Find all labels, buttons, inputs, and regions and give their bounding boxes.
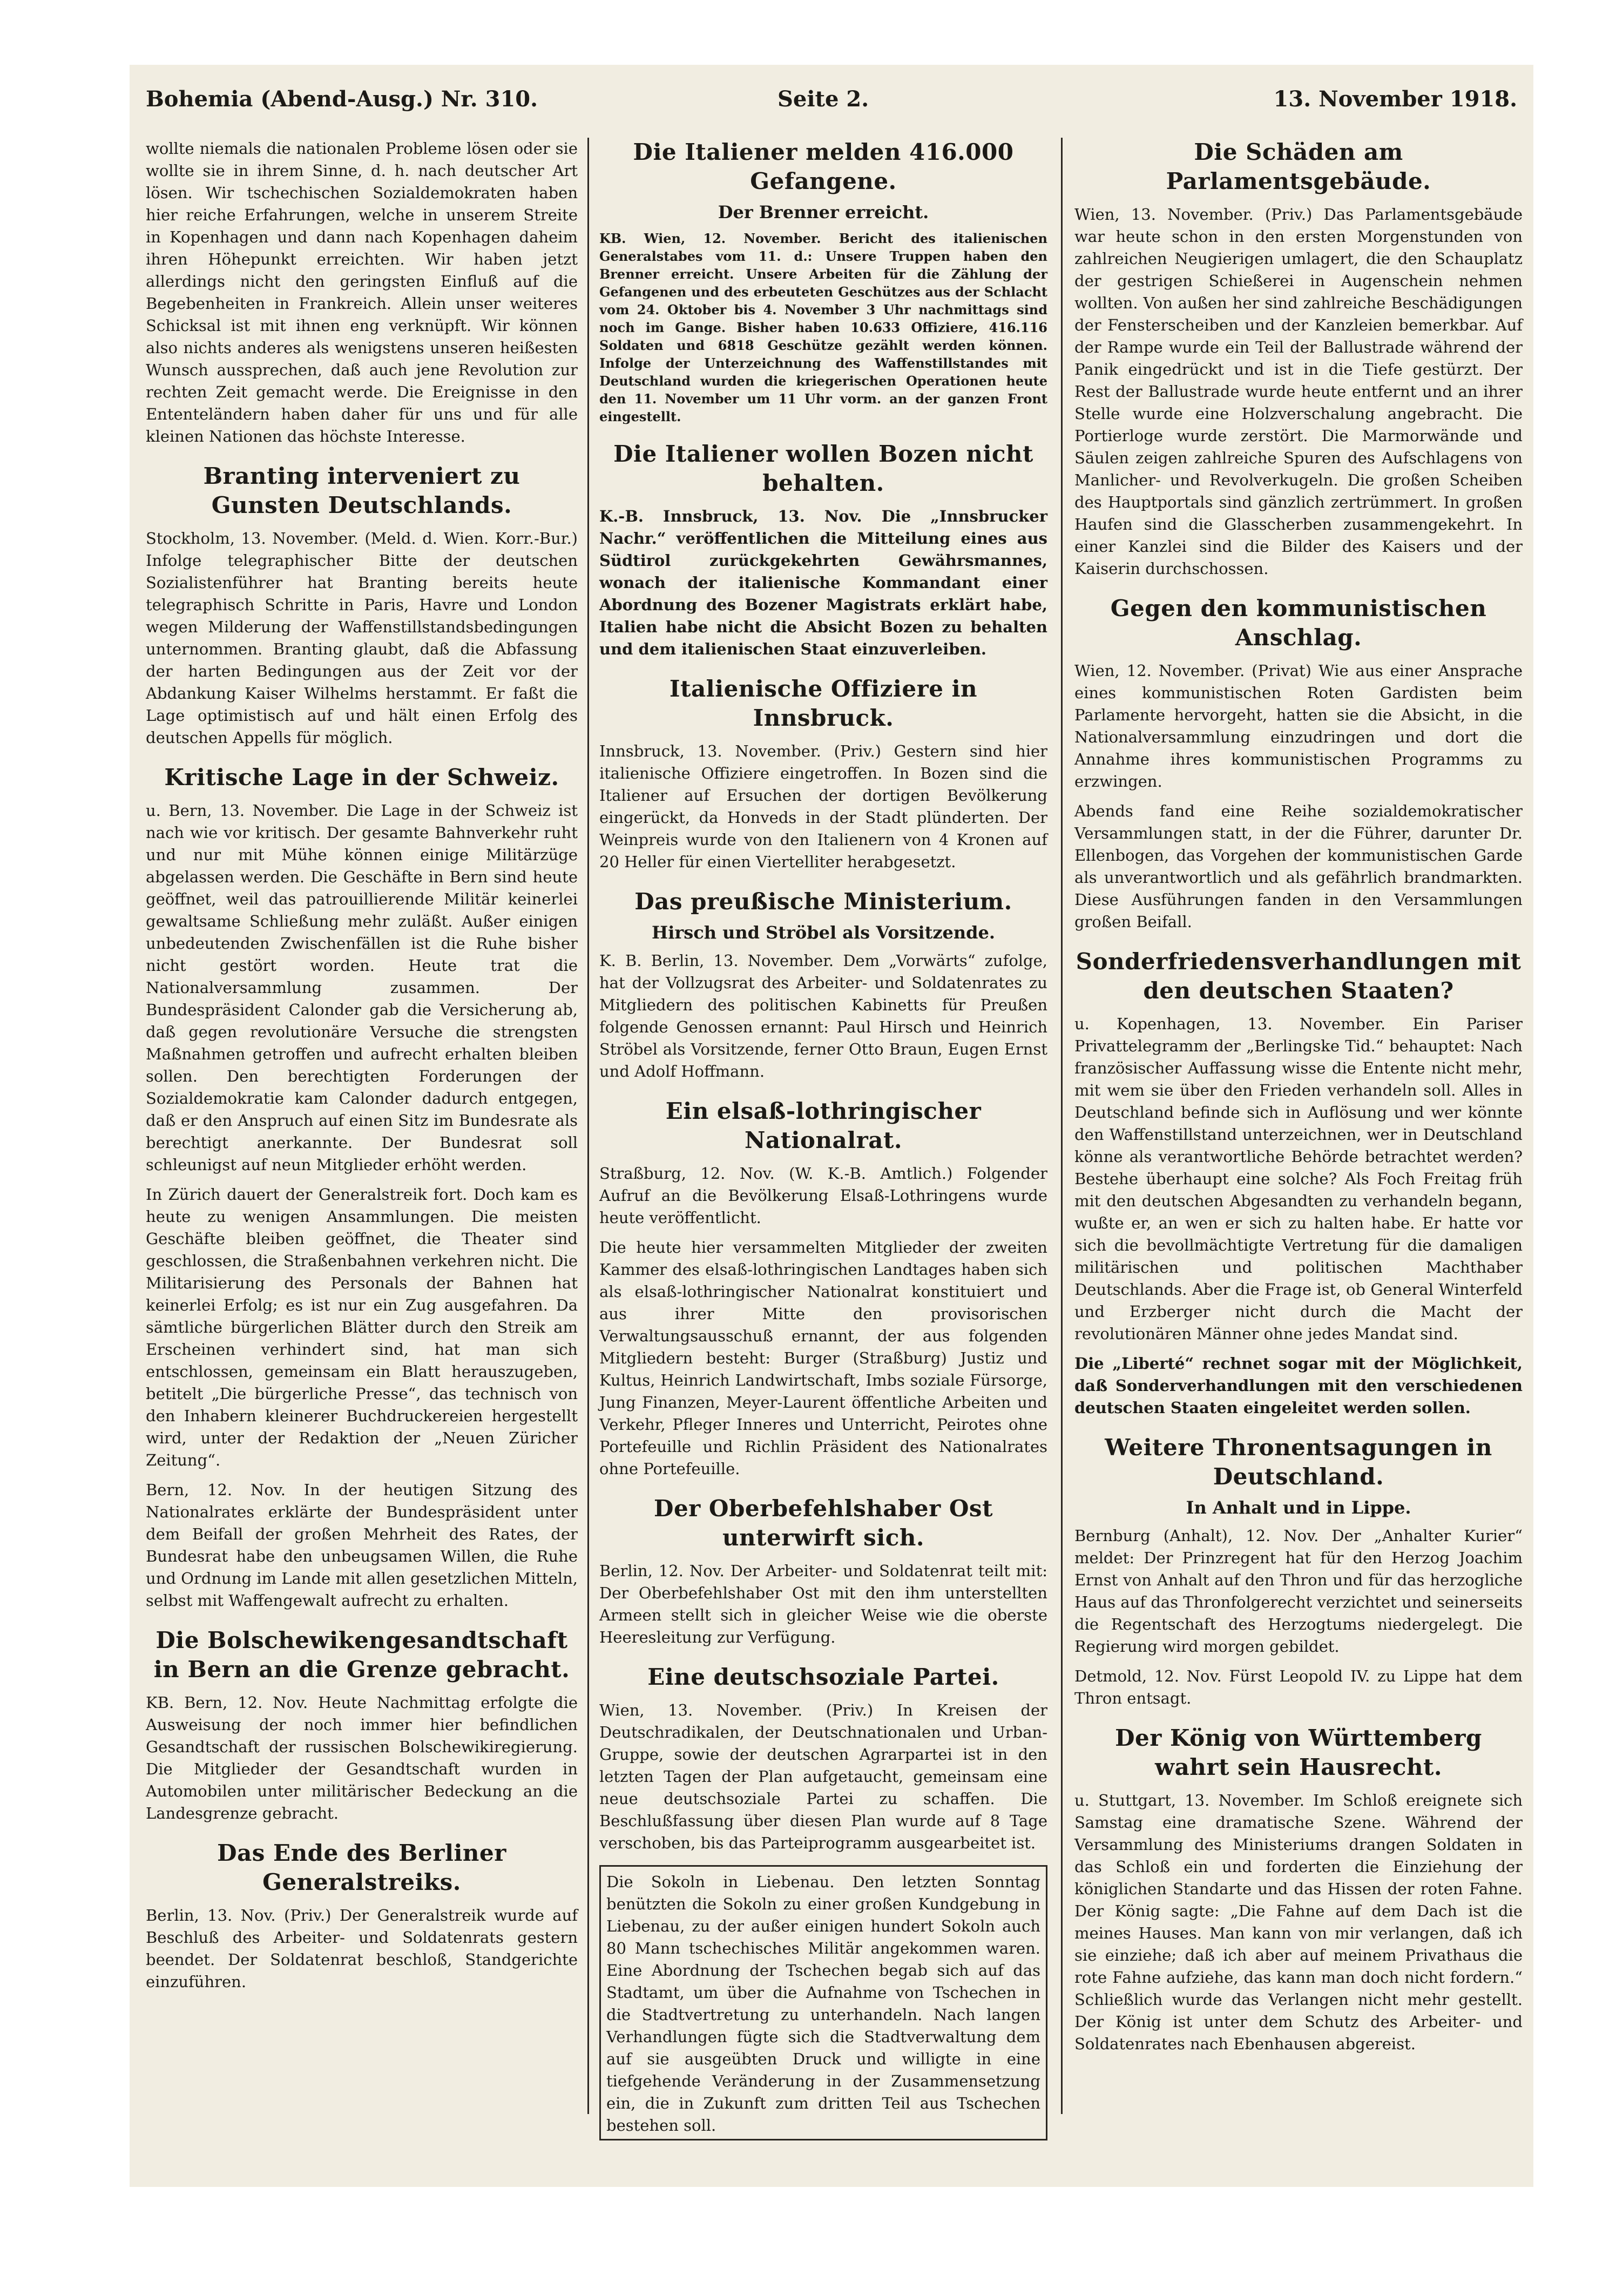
- headline-bozen: Die Italiener wollen Bozen nicht behalten.: [613, 441, 1033, 496]
- subheadline-anhalt-lippe: In Anhalt und in Lippe.: [1186, 1497, 1411, 1518]
- article-preussisches-ministerium: K. B. Berlin, 13. November. Dem „Vorwärts“ zufolge, hat der Vollzugsrat des Arbeiter- und Soldatenrates zu Mitgliedern des politischen Kabinetts für Preußen folgende Genossen ernannt: Paul Hirsch und Heinrich Ströbel als Vorsitzende, ferner Otto Braun, Eugen Ernst und Adolf Hoffmann.: [599, 951, 1047, 1081]
- article-thronentsagungen-2: Detmold, 12. Nov. Fürst Leopold IV. zu Lippe hat dem Thron entsagt.: [1074, 1667, 1523, 1707]
- article-anschlag-2: Abends fand eine Reihe sozialdemokratischer Versammlungen statt, in der die Führer, darunter Dr. Ellenbogen, das Vorgehen der kommunistischen Garde als unverantwortlich und als gefährlich brandmarkten. Diese Ausführungen fanden in den Versammlungen großen Beifall.: [1074, 802, 1523, 931]
- article-deutschsoziale-partei: Wien, 13. November. (Priv.) In Kreisen der Deutschradikalen, der Deutschnationalen und Urban-Gruppe, sowie der deutschen Agrarpartei ist in den letzten Tagen der Plan aufgetaucht, gemeinsam eine neue deutschsoziale Partei zu schaffen. Die Beschlußfassung über diesen Plan wurde auf 8 Tage verschoben, bis das Parteiprogramm ausgearbeitet ist.: [599, 1701, 1047, 1852]
- article-bozen: K.-B. Innsbruck, 13. Nov. Die „Innsbrucker Nachr.“ veröffentlichen die Mitteilung eines aus Südtirol zurückgekehrten Gewährsmannes, wonach der italienische Kommandant einer Abordnung des Bozener Magistrats erklärt habe, Italien habe nicht die Absicht Bozen zu behalten und dem italienischen Staat einzuverleiben.: [599, 507, 1047, 658]
- page-header: [146, 86, 1517, 124]
- headline-offiziere-innsbruck: Italienische Offiziere in Innsbruck.: [669, 676, 978, 731]
- article-elsass-1: Straßburg, 12. Nov. (W. K.-B. Amtlich.) Folgender Aufruf an die Bevölkerung Elsaß-Lothringens wurde heute veröffentlicht.: [599, 1164, 1047, 1227]
- article-elsass-2: Die heute hier versammelten Mitglieder der zweiten Kammer des elsaß-lothringischen Landtages haben sich als elsaß-lothringischer Nationalrat konstituiert und aus ihrer Mitte den provisorischen Verwaltungsausschuß ernannt, der aus folgenden Mitgliedern besteht: Burger (Straßburg) Justiz und Kultus, Heinrich Landwirtschaft, Imbs soziale Fürsorge, Jung Finanzen, Meyer-Laurent öffentliche Arbeiten und Verkehr, Pfleger Inneres und Unterricht, Peirotes ohne Portefeuille und Richlin Präsident des Nationalrates ohne Portefeuille.: [599, 1238, 1047, 1478]
- article-anschlag-1: Wien, 12. November. (Privat) Wie aus einer Ansprache eines kommunistischen Roten Gardisten beim Parlamente hervorgeht, hatten sie die Absicht, in die Nationalversammlung einzudringen und dort die Annahme ihres kommunistischen Programms zu erzwingen.: [1074, 661, 1523, 791]
- headline-branting: Branting interveniert zu Gunsten Deutschlands.: [203, 463, 520, 518]
- boxed-notice-sokoln: [599, 1865, 1047, 2140]
- column-rule-right: [1061, 138, 1063, 2114]
- subheadline-ministerium: Hirsch und Ströbel als Vorsitzende.: [651, 922, 996, 943]
- article-sokoln: Die Sokoln in Liebenau. Den letzten Sonntag benützten die Sokoln zu einer großen Kundgebung in Liebenau, zu der außer einigen hundert Sokoln auch 80 Mann tschechisches Militär angekommen waren. Eine Abordnung der Tschechen begab sich auf das Stadtamt, um über die Aufnahme von Tschechen in die Stadtvertretung zu unterhandeln. Nach langen Verhandlungen fügte sich die Stadtverwaltung dem auf sie ausgeübten Druck und willigte in eine tiefgehende Veränderung in der Zusammensetzung ein, die in Zukunft zum dritten Teil aus Tschechen bestehen soll.: [606, 1873, 1040, 2135]
- headline-schweiz: Kritische Lage in der Schweiz.: [164, 764, 559, 791]
- headline-bolschewiki: Die Bolschewikengesandtschaft in Bern an die Grenze gebracht.: [153, 1627, 570, 1683]
- article-sonderfrieden-1: u. Kopenhagen, 13. November. Ein Pariser Privattelegramm der „Berlingske Tid.“ behauptet: Nach französischer Auffassung wisse die Entente nicht mehr, mit wem sie über den Frieden verhandeln soll. Alles in Deutschland befinde sich in Auflösung und wer könnte den Waffenstillstand unterzeichnen, wer in Deutschland könne als verantwortliche Behörde betrachtet werden? Bestehe überhaupt eine solche? Als Foch Freitag früh mit den deutschen Abgesandten zu verhandeln begann, wußte er, an wen er sich zu halten habe. Er hatte vor sich die bevollmächtigte Vertretung für die damaligen militärischen und politischen Machthaber Deutschlands. Aber die Frage ist, ob General Winterfeld und Erzberger nicht durch die Macht der revolutionären Männer ohne jedes Mandat sind.: [1074, 1015, 1523, 1343]
- headline-berlin-generalstreik: Das Ende des Berliner Generalstreiks.: [217, 1840, 506, 1895]
- article-continuation: wollte niemals die nationalen Probleme lösen oder sie wollte sie in ihrem Sinne, d. h. nach deutscher Art lösen. Wir tschechischen Sozialdemokraten haben hier reiche Erfahrungen, welche in unserem Streite in Kopenhagen und dann nach Kopenhagen daheim ihren Höhepunkt erreichten. Wir haben jetzt allerdings nicht den geringsten Einfluß auf die Begebenheiten in Frankreich. Allein unser weiteres Schicksal ist mit ihnen eng verknüpft. Wir können also nichts anderes als wenigstens unseren heißesten Wunsch aussprechen, daß auch jene Revolution zur rechten Zeit gemacht werde. Die Ereignisse in den Ententeländern haben daher für uns und für alle kleinen Nationen das höchste Interesse.: [146, 139, 578, 445]
- article-wuerttemberg: u. Stuttgart, 13. November. Im Schloß ereignete sich Samstag eine dramatische Szene. Während der Versammlung des Ministeriums drangen Soldaten in das Schloß ein und forderten die Einziehung der königlichen Standarte und das Hissen der roten Fahne. Der König sagte: „Die Fahne auf dem Dach ist die meines Hauses. Man kann von mir verlangen, daß ich sie einziehe; daß ich aber auf meinem Privathaus die rote Fahne aufziehe, das kann man doch nicht fordern.“ Schließlich wurde das Verlangen nicht mehr gestellt. Der König ist unter dem Schutz des Arbeiter- und Soldatenrates nach Ebenhausen abgereist.: [1074, 1791, 1523, 2053]
- headline-kommunistischer-anschlag: Gegen den kommunistischen Anschlag.: [1110, 595, 1487, 651]
- article-berlin-generalstreik: Berlin, 13. Nov. (Priv.) Der Generalstreik wurde auf Beschluß des Arbeiter- und Soldatenrats gestern beendet. Der Soldatenrat beschloß, Standgerichte einzuführen.: [146, 1906, 578, 1991]
- article-italiener-gefangene: KB. Wien, 12. November. Bericht des italienischen Generalstabes vom 11. d.: Unsere Truppen haben den Brenner erreicht. Unsere Arbeiten für die Zählung der Gefangenen und des erbeuteten Geschützes aus der Schlacht vom 24. Oktober bis 4. November 3 Uhr nachmittags sind noch im Gange. Bisher haben 10.633 Offiziere, 416.116 Soldaten und 6818 Geschütze gezählt werden können. Infolge der Unterzeichnung des Waffenstillstandes mit Deutschland wurden die kriegerischen Operationen heute den 11. November um 11 Uhr vorm. an der ganzen Front eingestellt.: [599, 231, 1047, 424]
- headline-oberbefehlshaber: Der Oberbefehlshaber Ost unterwirft sich.: [654, 1495, 993, 1551]
- subheadline-brenner: Der Brenner erreicht.: [718, 202, 929, 222]
- headline-italiener-gefangene: Die Italiener melden 416.000 Gefangene.: [633, 139, 1014, 194]
- column-middle: [599, 138, 1047, 2135]
- header-page-number: Seite 2.: [777, 86, 869, 112]
- headline-preussisches-ministerium: Das preußische Ministerium.: [634, 888, 1012, 915]
- column-left: [146, 138, 578, 2114]
- headline-sonderfrieden: Sonderfriedensverhandlungen mit den deutschen Staaten?: [1076, 948, 1522, 1004]
- article-schweiz-2: In Zürich dauert der Generalstreik fort. Doch kam es heute zu wenigen Ansammlungen. Die meisten Geschäfte bleiben geöffnet, die Theater sind geschlossen, die Straßenbahnen verkehren nicht. Die Militarisierung des Personals der Bahnen hat keinerlei Erfolg; es ist nur ein Zug ausgefahren. Da sämtliche bürgerlichen Blätter durch den Streik am Erscheinen verhindert sind, hat man sich entschlossen, gemeinsam ein Blatt herauszugeben, betitelt „Die bürgerliche Presse“, das technisch von den Inhabern kleinerer Buchdruckereien hergestellt wird, unter der Redaktion der „Neuen Züricher Zeitung“.: [146, 1185, 578, 1469]
- headline-wuerttemberg: Der König von Württemberg wahrt sein Hausrecht.: [1115, 1725, 1482, 1780]
- article-thronentsagungen-1: Bernburg (Anhalt), 12. Nov. Der „Anhalter Kurier“ meldet: Der Prinzregent hat für den Herzog Joachim Ernst von Anhalt auf den Thron und für das herzogliche Haus auf das Thronfolgerecht verzichtet und seinerseits die Regentschaft des Herzogtums niedergelegt. Die Regierung wird morgen gebildet.: [1074, 1527, 1523, 1656]
- header-date: 13. November 1918.: [1273, 86, 1517, 112]
- article-parlamentsgebaeude: Wien, 13. November. (Priv.) Das Parlamentsgebäude war heute schon in den ersten Morgenstunden von zahlreichen Neugierigen umlagert, die den Schauplatz der gestrigen Schießerei in Augenschein nehmen wollten. Von außen her sind zahlreiche Beschädigungen der Fensterscheiben und der Kanzleien bemerkbar. Auf der Rampe wurde ein Teil der Ballustrade während der Panik eingedrückt und ist in die Tiefe gestürzt. Der Rest der Ballustrade wurde heute entfernt und an ihrer Stelle wurde eine Holzverschalung angebracht. Die Portierloge wurde zerstört. Die Marmorwände und Säulen zeigen zahlreiche Spuren des Aufschlagens von Manlicher- und Revolverkugeln. Die großen Scheiben des Hauptportals sind gänzlich zertrümmert. In großen Haufen sind die Glasscherben zusammengekehrt. In einer Kanzlei sind die Bilder des Kaisers und der Kaiserin durchschossen.: [1074, 205, 1523, 578]
- article-schweiz-3: Bern, 12. Nov. In der heutigen Sitzung des Nationalrates erklärte der Bundespräsident unter dem Beifall der großen Mehrheit des Rates, der Bundesrat habe den unbeugsamen Willen, die Ruhe und Ordnung im Lande mit allen gesetzlichen Mitteln, selbst mit Waffengewalt aufrecht zu erhalten.: [146, 1481, 578, 1610]
- headline-parlamentsgebaeude: Die Schäden am Parlamentsgebäude.: [1166, 139, 1431, 194]
- headline-elsass-nationalrat: Ein elsaß-lothringischer Nationalrat.: [665, 1098, 982, 1153]
- article-schweiz-1: u. Bern, 13. November. Die Lage in der Schweiz ist nach wie vor kritisch. Der gesamte Bahnverkehr ruht und nur mit Mühe können einige Militärzüge abgelassen werden. Die Geschäfte in Bern sind heute geöffnet, weil das patrouillierende Militär keinerlei gewaltsame Schließung mehr zuläßt. Außer einigen unbedeutenden Zwischenfällen ist die Ruhe bisher nicht gestört worden. Heute trat die Nationalversammlung zusammen. Der Bundespräsident Calonder gab die Versicherung ab, daß gegen revolutionäre Versuche die strengsten Maßnahmen getroffen und aufrecht erhalten bleiben sollen. Den berechtigten Forderungen der Sozialdemokratie kam Calonder dadurch entgegen, daß er den Anspruch auf einen Sitz im Bundesrate als berechtigt anerkannte. Der Bundesrat soll schleunigst auf neun Mitglieder erhöht werden.: [146, 801, 578, 1174]
- article-oberbefehlshaber: Berlin, 12. Nov. Der Arbeiter- und Soldatenrat teilt mit: Der Oberbefehlshaber Ost mit den ihm unterstellten Armeen stellt sich in gleicher Weise wie die oberste Heeresleitung zur Verfügung.: [599, 1562, 1047, 1646]
- article-sonderfrieden-2: Die „Liberté“ rechnet sogar mit der Möglichkeit, daß Sonderverhandlungen mit den verschiedenen deutschen Staaten eingeleitet werden sollen.: [1074, 1354, 1523, 1417]
- headline-deutschsoziale-partei: Eine deutschsoziale Partei.: [647, 1664, 999, 1690]
- column-rule-left: [587, 138, 589, 2114]
- column-right: [1074, 138, 1523, 2114]
- article-bolschewiki: KB. Bern, 12. Nov. Heute Nachmittag erfolgte die Ausweisung der noch immer hier befindlichen Gesandtschaft der russischen Bolschewikiregierung. Die Mitglieder der Gesandtschaft wurden in Automobilen unter militärischer Bedeckung an die Landesgrenze gebracht.: [146, 1693, 578, 1822]
- article-branting: Stockholm, 13. November. (Meld. d. Wien. Korr.-Bur.) Infolge telegraphischer Bitte der deutschen Sozialistenführer hat Branting bereits heute telegraphisch Schritte in Paris, Havre und London wegen Milderung der Waffenstillstandsbedingungen unternommen. Branting glaubt, daß die Abfassung der harten Bedingungen aus der Zeit vor der Abdankung Kaiser Wilhelms herstammt. Er faßt die Lage optimistisch auf und hält einen Erfolg des deutschen Appells für möglich.: [146, 529, 578, 747]
- article-offiziere-innsbruck: Innsbruck, 13. November. (Priv.) Gestern sind hier italienische Offiziere eingetroffen. In Bozen sind die Italiener auf Ersuchen der dortigen Bevölkerung eingerückt, da Honveds in der Stadt plünderten. Der Weinpreis wurde von den Italienern von 4 Kronen auf 20 Heller für einen Viertelliter herabgesetzt.: [599, 742, 1047, 871]
- header-masthead: Bohemia (Abend-Ausg.) Nr. 310.: [146, 86, 538, 112]
- headline-thronentsagungen: Weitere Thronentsagungen in Deutschland.: [1105, 1434, 1492, 1490]
